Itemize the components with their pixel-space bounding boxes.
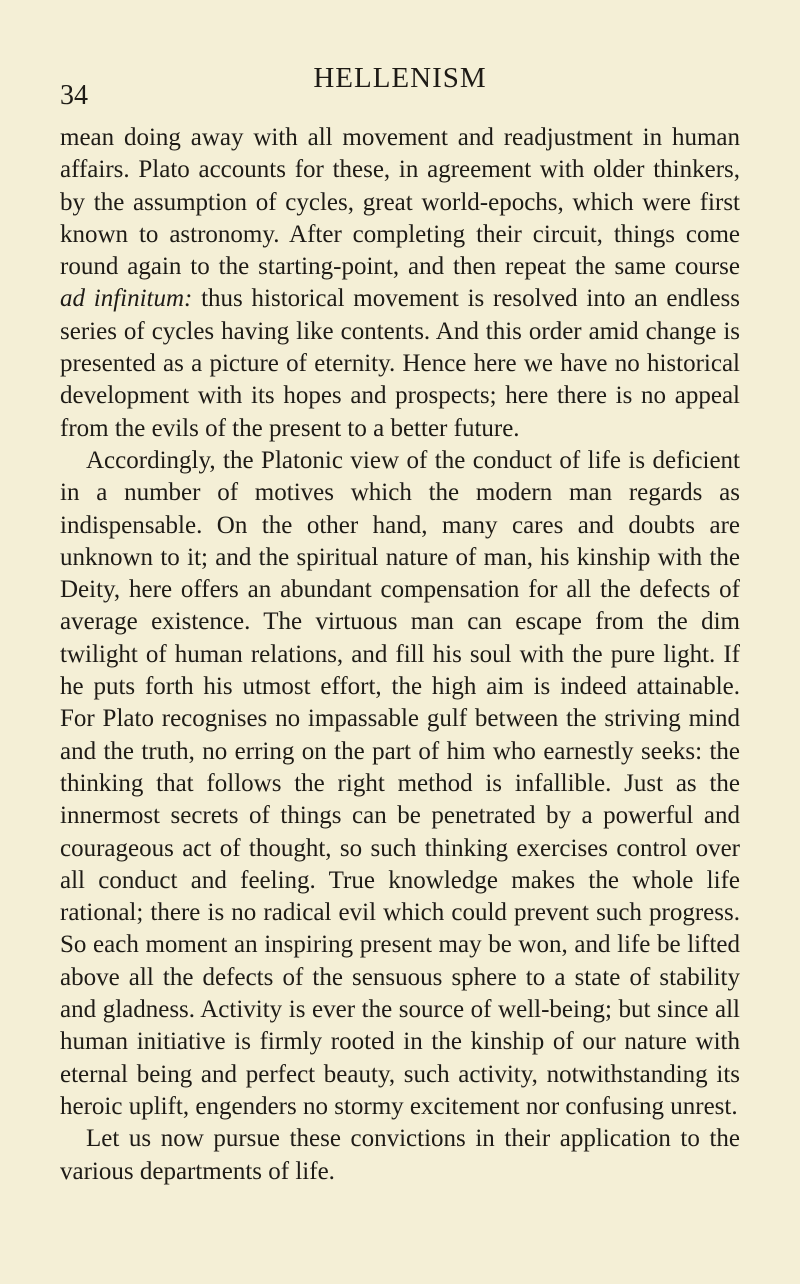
paragraph-2: Accordingly, the Platonic view of the conduct of life is deficient in a number of motives which the modern man regards as indispensable. On the other hand, many cares and doubts are unknown to it; and the spiritual nature of man, his kinship with the Deity, here offers an abundant compensation for all the defects of average existence. The virtuous man can escape from the dim twilight of human relations, and fill his soul with the pure light. If he puts forth his utmost effort, the high aim is indeed attainable. For Plato recognises no impassable gulf between the striving mind and the truth, no erring on the part of him who earnestly seeks: the thinking that follows the right method is infallible. Just as the innermost secrets of things can be penetrated by a powerful and courageous act of thought, so such thinking exercises control over all conduct and feeling. True knowledge makes the whole life rational; there is no radical evil which could prevent such progress. So each moment an inspiring present may be won, and life be lifted above all the defects of the sensuous sphere to a state of stability and gladness. Activity is ever the source of well-being; but since all human initiative is firmly rooted in the kinship of our nature with eternal being and perfect beauty, such activity, notwithstanding its heroic uplift, engenders no stormy excitement nor confusing unrest. xyxy=(60,446,740,1120)
latin-phrase: ad infinitum: xyxy=(60,285,193,313)
paragraph-1-text-before: mean doing away with all movement and readjustment in human affairs. Plato accounts for these, in agreement with older thinkers, by the assumption of cycles, great world-epochs, which were first known to astronomy. After completing their circuit, things come round again to the starting-point, and then repeat the same course xyxy=(60,124,740,281)
paragraph-3: Let us now pursue these convictions in their application to the various departments of life. xyxy=(60,1125,740,1185)
paragraph-1-text-after: thus historical movement is resolved into an endless series of cycles having like contents. And this order amid change is presented as a picture of eternity. Hence here we have no historical development with its hopes and prospects; here there is no appeal from the evils of the present to a better future. xyxy=(60,285,741,442)
page-number: 34 xyxy=(60,80,88,111)
body-text xyxy=(60,122,740,1188)
running-head: HELLENISM xyxy=(313,62,487,94)
paragraph-1 xyxy=(60,122,740,445)
